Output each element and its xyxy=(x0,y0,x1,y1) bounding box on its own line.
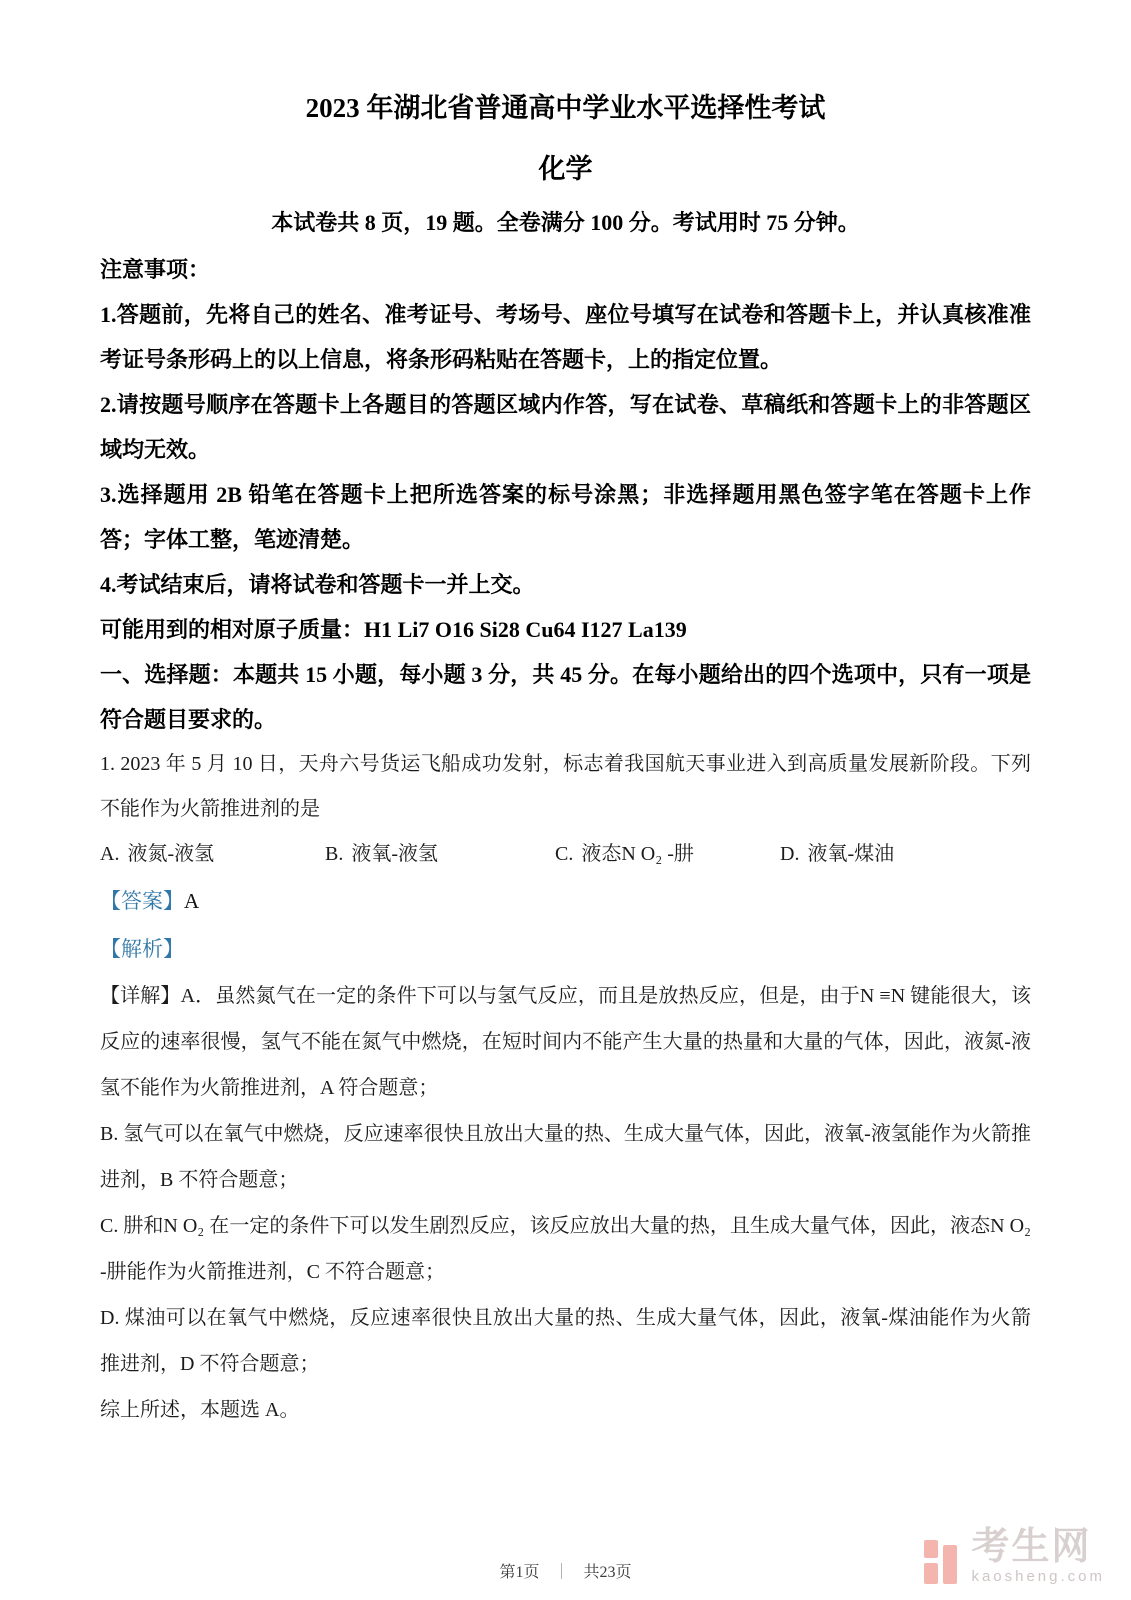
question-1-options-row xyxy=(100,832,1031,877)
notice-item-4: 4.考试结束后，请将试卷和答题卡一并上交。 xyxy=(100,572,535,597)
notice-item-1: 1.答题前，先将自己的姓名、准考证号、考场号、座位号填写在试卷和答题卡上，并认真核准准考证号条形码上的以上信息，将条形码粘贴在答题卡，上的指定位置。 xyxy=(100,302,1031,372)
notice-section xyxy=(100,247,1031,742)
watermark-domain: kaosheng.com xyxy=(971,1568,1105,1585)
option-b-label: B. xyxy=(325,843,344,865)
option-b xyxy=(325,832,555,877)
option-a-text: 液氮-液氢 xyxy=(127,843,215,865)
answer-value: A xyxy=(184,889,200,913)
answer-label: 【答案】 xyxy=(100,889,184,913)
detail-paragraph-c: C. 肼和N O₂ 在一定的条件下可以发生剧烈反应，该反应放出大量的热，且生成大量气体，因此，液态N O₂ -肼能作为火箭推进剂，C 不符合题意； xyxy=(100,1215,1031,1283)
option-b-text: 液氧-液氢 xyxy=(351,843,439,865)
detail-paragraph-d: D. 煤油可以在氧气中燃烧，反应速率很快且放出大量的热、生成大量气体，因此，液氧-煤油能作为火箭推进剂，D 不符合题意； xyxy=(100,1307,1031,1375)
section-heading: 一、选择题：本题共 15 小题，每小题 3 分，共 45 分。在每小题给出的四个选项中，只有一项是符合题目要求的。 xyxy=(100,662,1031,732)
explanation-section xyxy=(100,973,1031,1433)
answer-line xyxy=(100,877,1031,925)
notice-item-3: 3.选择题用 2B 铅笔在答题卡上把所选答案的标号涂黑；非选择题用黑色签字笔在答题卡上作答；字体工整，笔迹清楚。 xyxy=(100,482,1031,552)
page-title: 2023 年湖北省普通高中学业水平选择性考试 xyxy=(305,93,826,123)
subject-title: 化学 xyxy=(538,154,593,184)
option-d-text: 液氧-煤油 xyxy=(807,843,895,865)
option-a xyxy=(100,832,325,877)
detail-conclusion: 综上所述，本题选 A。 xyxy=(100,1399,300,1421)
notice-item-2: 2.请按题号顺序在答题卡上各题目的答题区域内作答，写在试卷、草稿纸和答题卡上的非答题区域均无效。 xyxy=(100,392,1031,462)
analysis-label: 【解析】 xyxy=(100,937,184,961)
detail-paragraph-a: 【详解】A．虽然氮气在一定的条件下可以与氢气反应，而且是放热反应，但是，由于N ≡N 键能很大，该反应的速率很慢，氢气不能在氮气中燃烧，在短时间内不能产生大量的热量和大量的气体，因此，液氮-液氢不能作为火箭推进剂，A 符合题意； xyxy=(100,985,1031,1099)
option-c xyxy=(555,832,780,877)
notice-heading: 注意事项： xyxy=(100,257,211,282)
atomic-mass-line: 可能用到的相对原子质量：H1 Li7 O16 Si28 Cu64 I127 La139 xyxy=(100,617,687,642)
question-1-stem: 1. 2023 年 5 月 10 日，天舟六号货运飞船成功发射，标志着我国航天事业进入到高质量发展新阶段。下列不能作为火箭推进剂的是 xyxy=(100,753,1031,820)
footer-page-number: 第1页 xyxy=(499,1564,540,1581)
option-c-text: 液态N O₂ -肼 xyxy=(581,843,694,865)
footer-total-pages: 共23页 xyxy=(583,1564,632,1581)
option-a-label: A. xyxy=(100,843,120,865)
exam-info-line: 本试卷共 8 页，19 题。全卷满分 100 分。考试用时 75 分钟。 xyxy=(271,210,860,235)
option-d-label: D. xyxy=(780,843,800,865)
kaosheng-logo-icon xyxy=(924,1540,958,1584)
option-d xyxy=(780,832,894,877)
detail-paragraph-b: B. 氢气可以在氧气中燃烧，反应速率很快且放出大量的热、生成大量气体，因此，液氧-液氢能作为火箭推进剂，B 不符合题意； xyxy=(100,1123,1031,1191)
option-c-label: C. xyxy=(555,843,574,865)
footer-separator: ｜ xyxy=(553,1564,570,1581)
watermark-site-name: 考生网 xyxy=(971,1526,1092,1568)
analysis-line xyxy=(100,925,1031,973)
kaosheng-watermark xyxy=(924,1528,1105,1584)
